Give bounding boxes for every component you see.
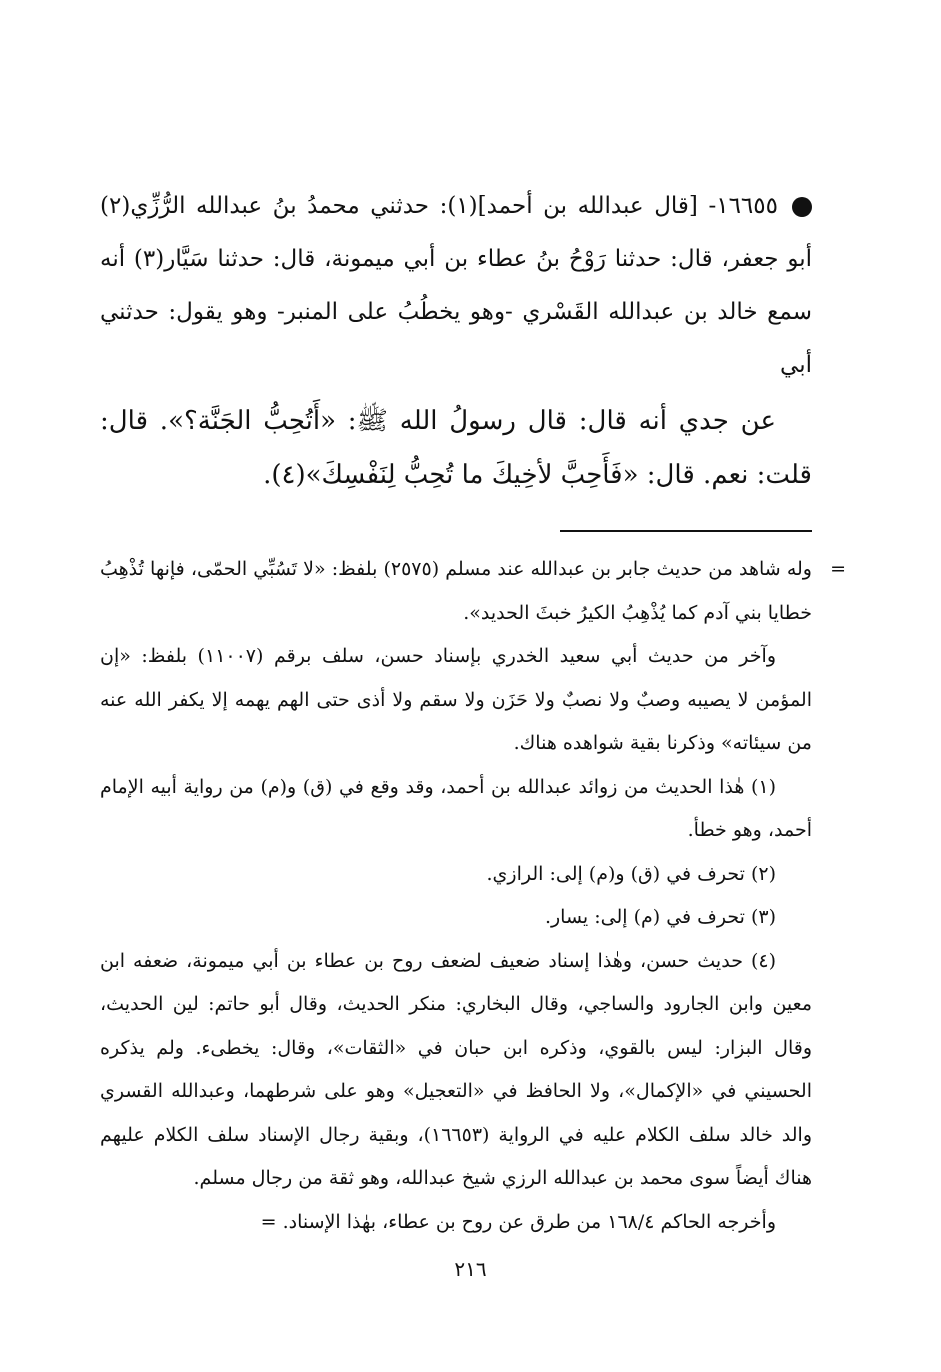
footnote-1: (١) هٰذا الحديث من زوائد عبدالله بن أحمد، وقد وقع في (ق) و(م) من رواية أبيه الإمام أحمد، وهو خطأ. [100,775,812,841]
footnote-4: (٤) حديث حسن، وهٰذا إسناد ضعيف لضعف روح بن عطاء بن أبي ميمونة، ضعفه ابن معين وابن الجارود والساجي، وقال البخاري: منكر الحديث، وقال أبو حاتم: لين الحديث، وقال البزار: ليس بالقوي، وذكره ابن حبان في «الثقات»، وقال: يخطىء. ولم يذكره الحسيني في «الإكمال»، ولا الحافظ في «التعجيل» وهو على شرطهما، وعبدالله القسري والد خالد سلف الكلام عليه في الرواية (١٦٦٥٣)، وبقية رجال الإسناد سلف الكلام عليهم هناك أيضاً سوى محمد بن عبدالله الرزي شيخ عبدالله، وهو ثقة من رجال مسلم. [100,949,812,1189]
footnote-other-witness: وآخر من حديث أبي سعيد الخدري بإسناد حسن، سلف برقم (١١٠٠٧) بلفظ: «إن المؤمن لا يصيبه وصبٌ ولا نصبٌ ولا حَزَن ولا سقم ولا أذى حتى الهم يهمه إلا يكفر الله عنه من سيئاته» وذكرنا بقية شواهده هناك. [100,645,812,754]
page-number: ٢١٦ [454,1257,487,1281]
footnote-divider [560,530,812,532]
footnote-continuation [100,548,846,635]
footnotes [100,548,846,1244]
footnote-3: (٣) تحرف في (م) إلى: يسار. [544,906,776,928]
bullet-icon [792,197,812,217]
page-content [100,180,846,1244]
footnote-final: وأخرجه الحاكم ١٦٨/٤ من طرق عن روح بن عطاء، بهٰذا الإسناد. = [260,1210,776,1233]
hadith-isnad: ١٦٦٥٥- [قال عبدالله بن أحمد](١): حدثني محمدُ بنُ عبدالله الرُّزِّي(٢) أبو جعفر، قال: حدثنا رَوْحُ بنُ عطاء بن أبي ميمونة، قال: حدثنا سَيَّار(٣) أنه سمع خالد بن عبدالله القَسْري -وهو يخطُبُ على المنبر- وهو يقول: حدثني أبي [100,193,812,378]
hadith-matn: عن جدي أنه قال: قال رسولُ الله ﷺ: «أَتُحِبُّ الجَنَّة؟». قال: قلت: نعم. قال: «فَأَحِبَّ لأخِيكَ ما تُحِبُّ لِنَفْسِكَ»(٤). [100,406,812,490]
footnote-continuation-text: وله شاهد من حديث جابر بن عبدالله عند مسلم (٢٥٧٥) بلفظ: «لا تَسُبِّي الحمّى، فإنها تُذْهِبُ خطايا بني آدم كما يُذْهِبُ الكيرُ خبثَ الحديد». [100,558,812,624]
main-text [100,180,812,392]
footnote-2: (٢) تحرف في (ق) و(م) إلى: الرازي. [486,862,776,885]
continuation-mark: = [830,558,846,580]
